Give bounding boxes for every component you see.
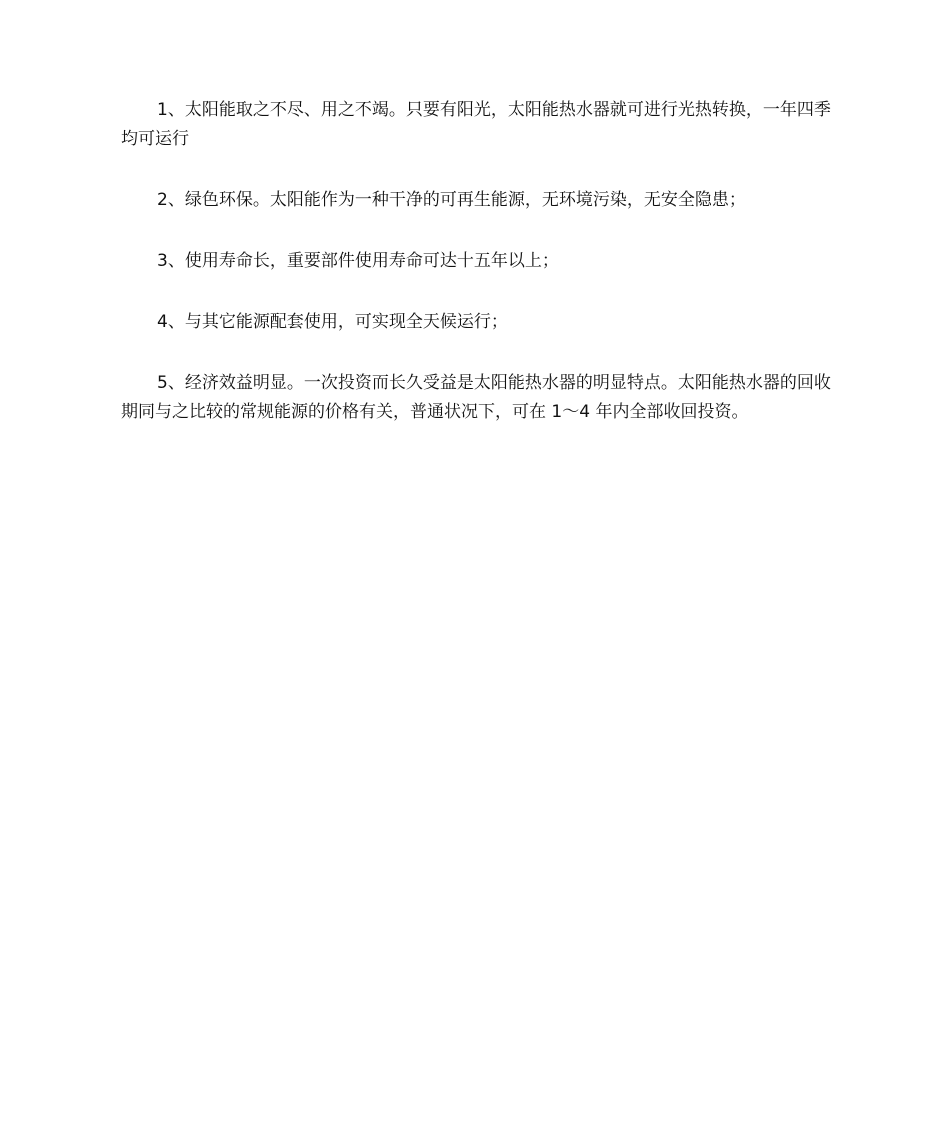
document-body	[121, 96, 833, 459]
paragraph-1: 1、太阳能取之不尽、用之不竭。只要有阳光，太阳能热水器就可进行光热转换，一年四季均可运行	[121, 100, 831, 149]
paragraph-2: 2、绿色环保。太阳能作为一种干净的可再生能源，无环境污染，无安全隐患；	[157, 190, 746, 210]
paragraph-4: 4、与其它能源配套使用，可实现全天候运行；	[157, 312, 508, 332]
paragraph-5: 5、经济效益明显。一次投资而长久受益是太阳能热水器的明显特点。太阳能热水器的回收期同与之比较的常规能源的价格有关，普通状况下，可在 1～4 年内全部收回投资。	[121, 373, 831, 422]
paragraph-3: 3、使用寿命长，重要部件使用寿命可达十五年以上；	[157, 251, 559, 271]
